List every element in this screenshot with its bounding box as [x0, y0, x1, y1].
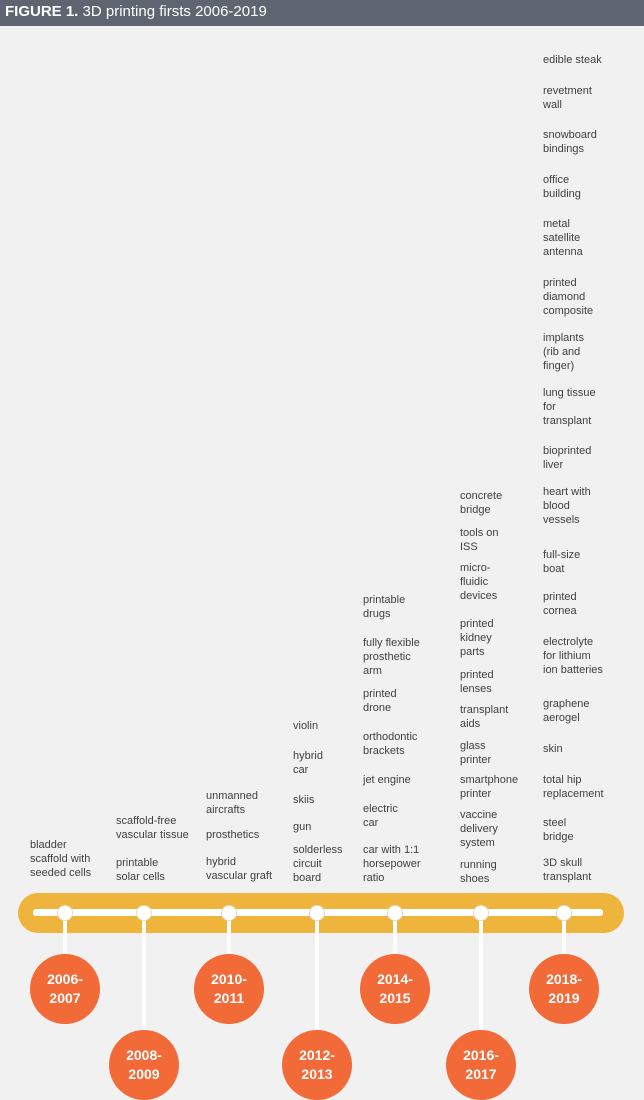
milestone-item: bladder scaffold with seeded cells [30, 839, 92, 879]
year-badge: 2006- 2007 [30, 954, 100, 1024]
milestone-item: heart with blood vessels [543, 486, 591, 526]
timeline-dot [387, 905, 403, 921]
milestone-item: snowboard bindings [543, 129, 597, 155]
year-badge: 2010- 2011 [194, 954, 264, 1024]
timeline-dot [221, 905, 237, 921]
milestone-item: electric car [363, 803, 398, 829]
year-badge: 2012- 2013 [282, 1030, 352, 1100]
milestone-item: printable drugs [363, 594, 406, 620]
milestone-item: skin [543, 743, 563, 755]
milestone-item: printed diamond composite [543, 277, 594, 317]
figure-label: FIGURE 1. [5, 3, 79, 20]
milestone-item: electrolyte for lithium ion batteries [543, 636, 603, 676]
milestone-item: implants (rib and finger) [543, 332, 584, 372]
milestone-item: running shoes [460, 859, 497, 885]
milestone-item: jet engine [363, 774, 411, 786]
milestone-item: glass printer [460, 740, 492, 766]
milestone-item: total hip replacement [543, 774, 604, 800]
milestone-item: orthodontic brackets [363, 731, 418, 757]
timeline-dot [556, 905, 572, 921]
milestone-item: lung tissue for transplant [543, 387, 596, 427]
milestone-item: printed drone [363, 688, 397, 714]
milestone-item: car with 1:1 horsepower ratio [363, 844, 421, 884]
milestone-item: printed lenses [460, 669, 494, 695]
connector-stem [315, 913, 319, 1034]
milestone-item: skiis [293, 794, 315, 806]
milestone-item: printed cornea [543, 591, 577, 617]
milestone-item: office building [543, 174, 581, 200]
timeline-dot [136, 905, 152, 921]
milestone-item: edible steak [543, 54, 602, 66]
milestone-item: hybrid car [293, 750, 323, 776]
year-badge: 2008- 2009 [109, 1030, 179, 1100]
milestone-item: tools on ISS [460, 527, 499, 553]
milestone-item: fully flexible prosthetic arm [363, 637, 420, 677]
milestone-item: unmanned aircrafts [206, 790, 258, 816]
milestone-item: smartphone printer [460, 774, 519, 800]
milestone-item: prosthetics [206, 829, 260, 841]
connector-stem [479, 913, 483, 1034]
year-badge: 2018- 2019 [529, 954, 599, 1024]
milestone-item: gun [293, 821, 312, 833]
timeline-dot [473, 905, 489, 921]
timeline-dot [309, 905, 325, 921]
year-badge: 2016- 2017 [446, 1030, 516, 1100]
milestone-item: micro- fluidic devices [460, 562, 498, 602]
milestone-item: violin [293, 720, 319, 732]
milestone-item: 3D skull transplant [543, 857, 592, 883]
milestone-item: graphene aerogel [543, 698, 590, 724]
milestone-item: printable solar cells [116, 857, 165, 883]
milestone-item: metal satellite antenna [543, 218, 583, 258]
milestone-item: revetment wall [543, 85, 592, 111]
figure-title: 3D printing firsts 2006-2019 [82, 3, 267, 20]
milestone-item: steel bridge [543, 817, 574, 843]
milestone-item: vaccine delivery system [460, 809, 498, 849]
year-badge: 2014- 2015 [360, 954, 430, 1024]
milestone-item: bioprinted liver [543, 445, 592, 471]
milestone-item: hybrid vascular graft [206, 856, 273, 882]
milestone-item: printed kidney parts [460, 618, 494, 658]
milestone-item: full-size boat [543, 549, 581, 575]
figure-header [0, 0, 644, 26]
timeline-dot [57, 905, 73, 921]
milestone-item: concrete bridge [460, 490, 503, 516]
milestone-item: transplant aids [460, 704, 509, 730]
connector-stem [142, 913, 146, 1034]
milestone-item: scaffold-free vascular tissue [116, 815, 189, 841]
milestone-item: solderless circuit board [293, 844, 343, 884]
